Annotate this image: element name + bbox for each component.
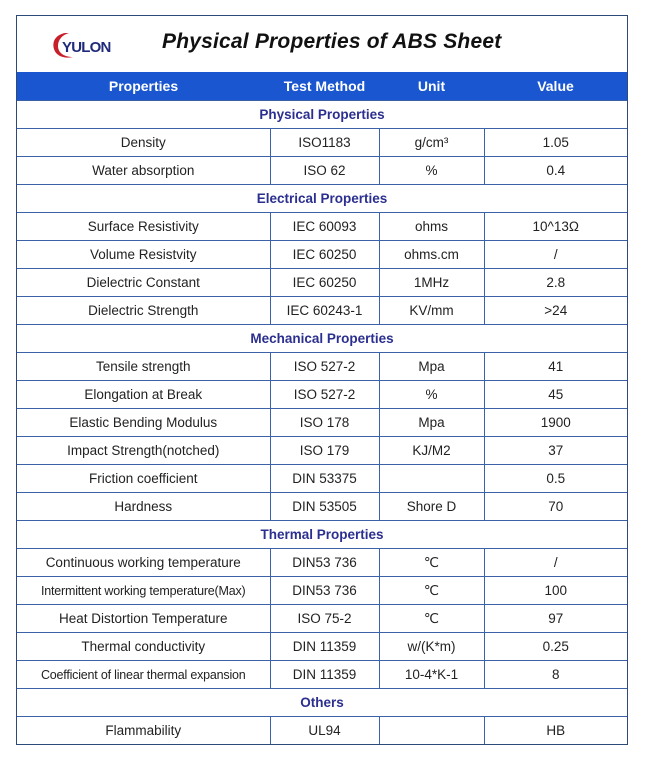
value-cell: >24 [484, 297, 627, 325]
value-cell: 8 [484, 661, 627, 689]
title-row [17, 16, 627, 72]
table-row [17, 633, 627, 661]
table-row [17, 353, 627, 381]
section-row [17, 325, 627, 353]
unit-cell: Shore D [379, 493, 484, 521]
unit-cell: ℃ [379, 605, 484, 633]
test-method-cell: IEC 60250 [270, 241, 379, 269]
test-method-cell: ISO 62 [270, 157, 379, 185]
table-row [17, 661, 627, 689]
unit-cell: ℃ [379, 577, 484, 605]
page-title: Physical Properties of ABS Sheet [162, 30, 502, 53]
value-cell: 97 [484, 605, 627, 633]
value-cell: 45 [484, 381, 627, 409]
properties-sheet [16, 15, 628, 745]
property-cell: Heat Distortion Temperature [17, 605, 270, 633]
column-header-value: Value [484, 72, 627, 101]
test-method-cell: ISO 75-2 [270, 605, 379, 633]
test-method-cell: DIN 11359 [270, 633, 379, 661]
table-row [17, 605, 627, 633]
value-cell: 0.5 [484, 465, 627, 493]
test-method-cell: DIN 53375 [270, 465, 379, 493]
logo-text: YULON [62, 39, 111, 56]
value-cell: HB [484, 717, 627, 745]
unit-cell: g/cm³ [379, 129, 484, 157]
property-cell: Coefficient of linear thermal expansion [17, 661, 270, 689]
property-cell: Continuous working temperature [17, 549, 270, 577]
table-row [17, 129, 627, 157]
table-row [17, 437, 627, 465]
table-row [17, 465, 627, 493]
value-cell: / [484, 549, 627, 577]
test-method-cell: DIN 53505 [270, 493, 379, 521]
section-row [17, 185, 627, 213]
property-cell: Surface Resistivity [17, 213, 270, 241]
property-cell: Elongation at Break [17, 381, 270, 409]
unit-cell: % [379, 157, 484, 185]
test-method-cell: IEC 60250 [270, 269, 379, 297]
property-cell: Intermittent working temperature(Max) [17, 577, 270, 605]
property-cell: Dielectric Strength [17, 297, 270, 325]
property-cell: Thermal conductivity [17, 633, 270, 661]
test-method-cell: DIN53 736 [270, 577, 379, 605]
section-title: Mechanical Properties [17, 325, 627, 353]
test-method-cell: UL94 [270, 717, 379, 745]
table-row [17, 213, 627, 241]
table-row [17, 157, 627, 185]
table-row [17, 297, 627, 325]
value-cell: 0.4 [484, 157, 627, 185]
unit-cell [379, 717, 484, 745]
table-header-row [17, 72, 627, 101]
unit-cell: 1MHz [379, 269, 484, 297]
unit-cell: Mpa [379, 409, 484, 437]
property-cell: Volume Resistvity [17, 241, 270, 269]
test-method-cell: DIN53 736 [270, 549, 379, 577]
test-method-cell: ISO 179 [270, 437, 379, 465]
value-cell: 70 [484, 493, 627, 521]
section-row [17, 689, 627, 717]
value-cell: 2.8 [484, 269, 627, 297]
value-cell: 100 [484, 577, 627, 605]
table-row [17, 577, 627, 605]
unit-cell: ohms.cm [379, 241, 484, 269]
property-cell: Density [17, 129, 270, 157]
section-title: Thermal Properties [17, 521, 627, 549]
unit-cell: KJ/M2 [379, 437, 484, 465]
unit-cell: ohms [379, 213, 484, 241]
property-cell: Impact Strength(notched) [17, 437, 270, 465]
table-body [17, 101, 627, 745]
section-title: Others [17, 689, 627, 717]
unit-cell: 10-4*K-1 [379, 661, 484, 689]
section-row [17, 101, 627, 129]
value-cell: 1.05 [484, 129, 627, 157]
table-row [17, 717, 627, 745]
value-cell: / [484, 241, 627, 269]
property-cell: Water absorption [17, 157, 270, 185]
section-row [17, 521, 627, 549]
table-row [17, 493, 627, 521]
test-method-cell: ISO 527-2 [270, 353, 379, 381]
table-row [17, 269, 627, 297]
property-cell: Hardness [17, 493, 270, 521]
unit-cell [379, 465, 484, 493]
properties-table [17, 72, 627, 744]
column-header-test-method: Test Method [270, 72, 379, 101]
section-title: Physical Properties [17, 101, 627, 129]
unit-cell: ℃ [379, 549, 484, 577]
property-cell: Dielectric Constant [17, 269, 270, 297]
table-row [17, 381, 627, 409]
unit-cell: Mpa [379, 353, 484, 381]
yulon-logo-icon [51, 30, 127, 60]
property-cell: Flammability [17, 717, 270, 745]
table-row [17, 241, 627, 269]
unit-cell: % [379, 381, 484, 409]
column-header-properties: Properties [17, 72, 270, 101]
test-method-cell: ISO 178 [270, 409, 379, 437]
table-row [17, 549, 627, 577]
unit-cell: KV/mm [379, 297, 484, 325]
test-method-cell: ISO 527-2 [270, 381, 379, 409]
unit-cell: w/(K*m) [379, 633, 484, 661]
table-row [17, 409, 627, 437]
test-method-cell: ISO1183 [270, 129, 379, 157]
section-title: Electrical Properties [17, 185, 627, 213]
value-cell: 1900 [484, 409, 627, 437]
value-cell: 10^13Ω [484, 213, 627, 241]
value-cell: 37 [484, 437, 627, 465]
property-cell: Elastic Bending Modulus [17, 409, 270, 437]
test-method-cell: IEC 60093 [270, 213, 379, 241]
test-method-cell: IEC 60243-1 [270, 297, 379, 325]
value-cell: 0.25 [484, 633, 627, 661]
test-method-cell: DIN 11359 [270, 661, 379, 689]
column-header-unit: Unit [379, 72, 484, 101]
property-cell: Friction coefficient [17, 465, 270, 493]
property-cell: Tensile strength [17, 353, 270, 381]
value-cell: 41 [484, 353, 627, 381]
